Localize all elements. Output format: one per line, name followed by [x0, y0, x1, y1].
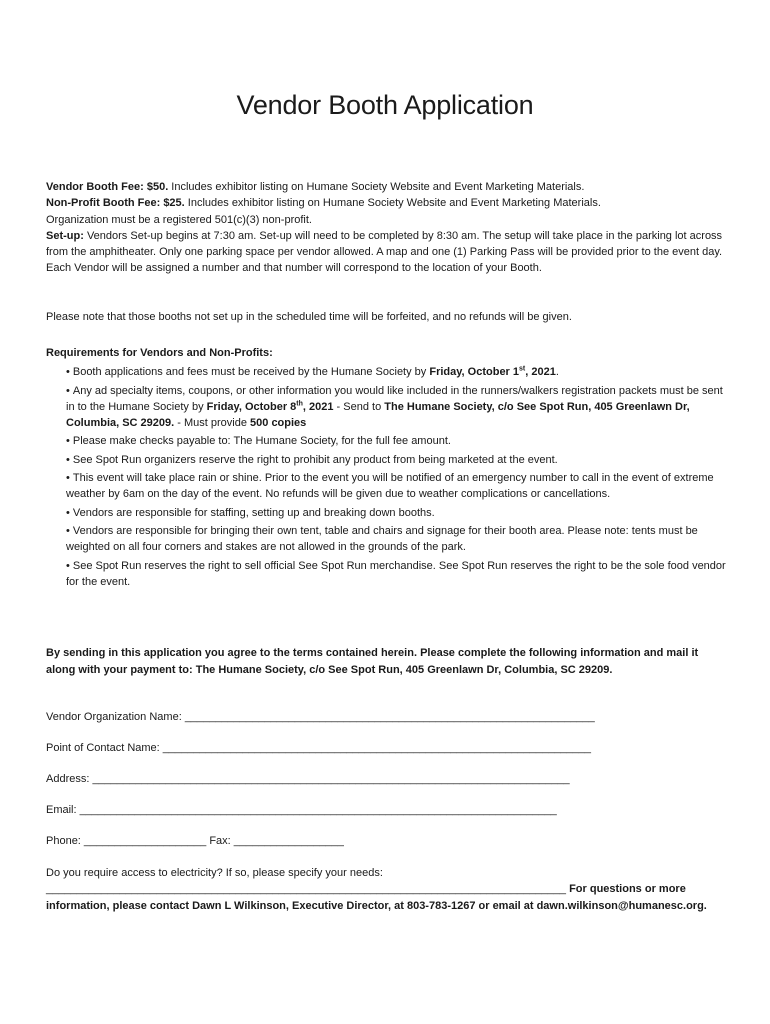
point-of-contact-field[interactable] [46, 742, 591, 754]
bullet-icon: • [66, 366, 70, 379]
bullet-icon: • [66, 384, 70, 397]
requirements-list [46, 364, 726, 590]
item-text: Please make checks payable to: The Humane Society, for the full fee amount. [72, 435, 451, 448]
deadline-date: Friday, October 1st, 2021 [429, 365, 556, 379]
requirements-section [46, 345, 726, 592]
field-line[interactable]: ______________________________________________________________________________ [79, 804, 557, 816]
setup-label: Set-up: [46, 229, 84, 242]
list-item: • Any ad specialty items, coupons, or other information you would like included in the runners/walkers registration packets must be sent in to the Humane Society by Friday, October 8th, 2021 - Send to The Humane Society, c/o See Spot Run, 405 Greenlawn Dr, Columbia, SC 29209. - Must provide 500 copies [66, 384, 723, 430]
email-field[interactable] [46, 804, 557, 816]
setup-text: Vendors Set-up begins at 7:30 am. Set-up will need to be completed by 8:30 am. The setup will take place in the parking lot across from the amphitheater. Only one parking space per vendor allowed. A map and one (1) Parking Pass will be provided prior to the event day. Each Vendor will be assigned a number and that number will correspond to the location of your Booth. [46, 229, 723, 275]
list-item [66, 470, 726, 503]
vendor-organization-field[interactable] [46, 711, 595, 723]
phone-fax-row [46, 835, 344, 847]
bullet-icon: • [66, 435, 70, 448]
field-label: Vendor Organization Name: [46, 711, 185, 723]
list-item [66, 505, 726, 521]
list-item: • Booth applications and fees must be received by the Humane Society by Friday, October 1st, 2021. [66, 365, 559, 379]
bullet-icon: • [66, 506, 70, 519]
fax-label: Fax: [206, 835, 234, 847]
vendor-fee-label: Vendor Booth Fee: $50. [46, 181, 169, 193]
field-line[interactable]: ___________________________________________________________________ [184, 711, 595, 723]
item-text: See Spot Run reserves the right to sell official See Spot Run merchandise. See Spot Run reserves the right to be the sole food vendor for the event. [66, 559, 726, 588]
field-label: Address: [46, 773, 93, 785]
contact-paragraph [46, 881, 736, 914]
item-text: Vendors are responsible for bringing their own tent, table and chairs and signage for their booth area. Please note: tents must be weighted on all four corners and stakes are not allowed in the grounds of the park. [66, 524, 698, 554]
field-label: Point of Contact Name: [46, 742, 163, 754]
setup-paragraph [46, 228, 726, 277]
list-item [66, 433, 726, 449]
address-field[interactable] [46, 773, 570, 785]
nonprofit-note: Organization must be a registered 501(c)(3) non-profit. [46, 213, 312, 226]
bullet-icon: • [66, 472, 70, 485]
electricity-section [46, 865, 736, 914]
vendor-fee-line [46, 179, 726, 195]
electricity-needs-field[interactable]: _____________________________________________________________________________________ [46, 883, 567, 896]
bullet-icon: • [66, 559, 70, 572]
nonprofit-fee-text: Includes exhibitor listing on Humane Society Website and Event Marketing Materials. [184, 197, 601, 210]
bullet-icon: • [66, 453, 70, 466]
field-label: Email: [46, 804, 80, 816]
deadline-date: Friday, October 8th, 2021 [206, 400, 334, 413]
list-item [66, 452, 726, 468]
mailing-address: The Humane Society, c/o See Spot Run, 405 Greenlawn Dr, Columbia, SC 29209. [66, 400, 690, 430]
electricity-question: Do you require access to electricity? If so, please specify your needs: [46, 867, 383, 879]
item-text: Booth applications and fees must be received by the Humane Society by [72, 366, 430, 379]
item-text: Vendors are responsible for staffing, setting up and breaking down booths. [72, 506, 435, 519]
vendor-fee-text: Includes exhibitor listing on Humane Society Website and Event Marketing Materials. [168, 181, 585, 193]
page-title: Vendor Booth Application [236, 90, 534, 120]
field-line[interactable]: ______________________________________________________________________________ [92, 773, 570, 785]
copies-count: 500 copies [250, 417, 307, 430]
requirements-heading: Requirements for Vendors and Non-Profits: [46, 347, 273, 359]
nonprofit-fee-line [46, 195, 726, 211]
field-line[interactable]: ______________________________________________________________________ [162, 742, 592, 754]
bullet-icon: • [66, 524, 70, 537]
nonprofit-fee-label: Non-Profit Booth Fee: $25. [46, 197, 185, 210]
phone-label: Phone: [46, 835, 84, 847]
item-text: This event will take place rain or shine. Prior to the event you will be notified of an emergency number to call in the event of extreme weather by 6am on the day of the event. No refunds will be given due to weather complications or cancellations. [66, 472, 714, 501]
item-text: Any ad specialty items, coupons, or other information you would like included in the runners/walkers registration packets must be sent in to the Humane Society by [66, 384, 723, 413]
phone-field[interactable]: ____________________ [83, 835, 207, 847]
list-item [66, 558, 726, 591]
item-text: See Spot Run organizers reserve the right to prohibit any product from being marketed at the event. [72, 453, 558, 466]
agreement-paragraph: By sending in this application you agree to the terms contained herein. Please complete the following information and mail it along with your payment to: The Humane Society, c/o See Spot Run, 405 Greenlawn Dr, Columbia, SC 29209. [46, 647, 699, 676]
fees-section [46, 179, 726, 277]
fax-field[interactable]: __________________ [233, 835, 344, 847]
contact-info-text: For questions or more information, please contact Dawn L Wilkinson, Executive Director, at 803-783-1267 or email at dawn.wilkinson@humanesc.org. [46, 883, 707, 912]
list-item [66, 523, 726, 556]
forfeit-note: Please note that those booths not set up in the scheduled time will be forfeited, and no refunds will be given. [46, 311, 572, 323]
